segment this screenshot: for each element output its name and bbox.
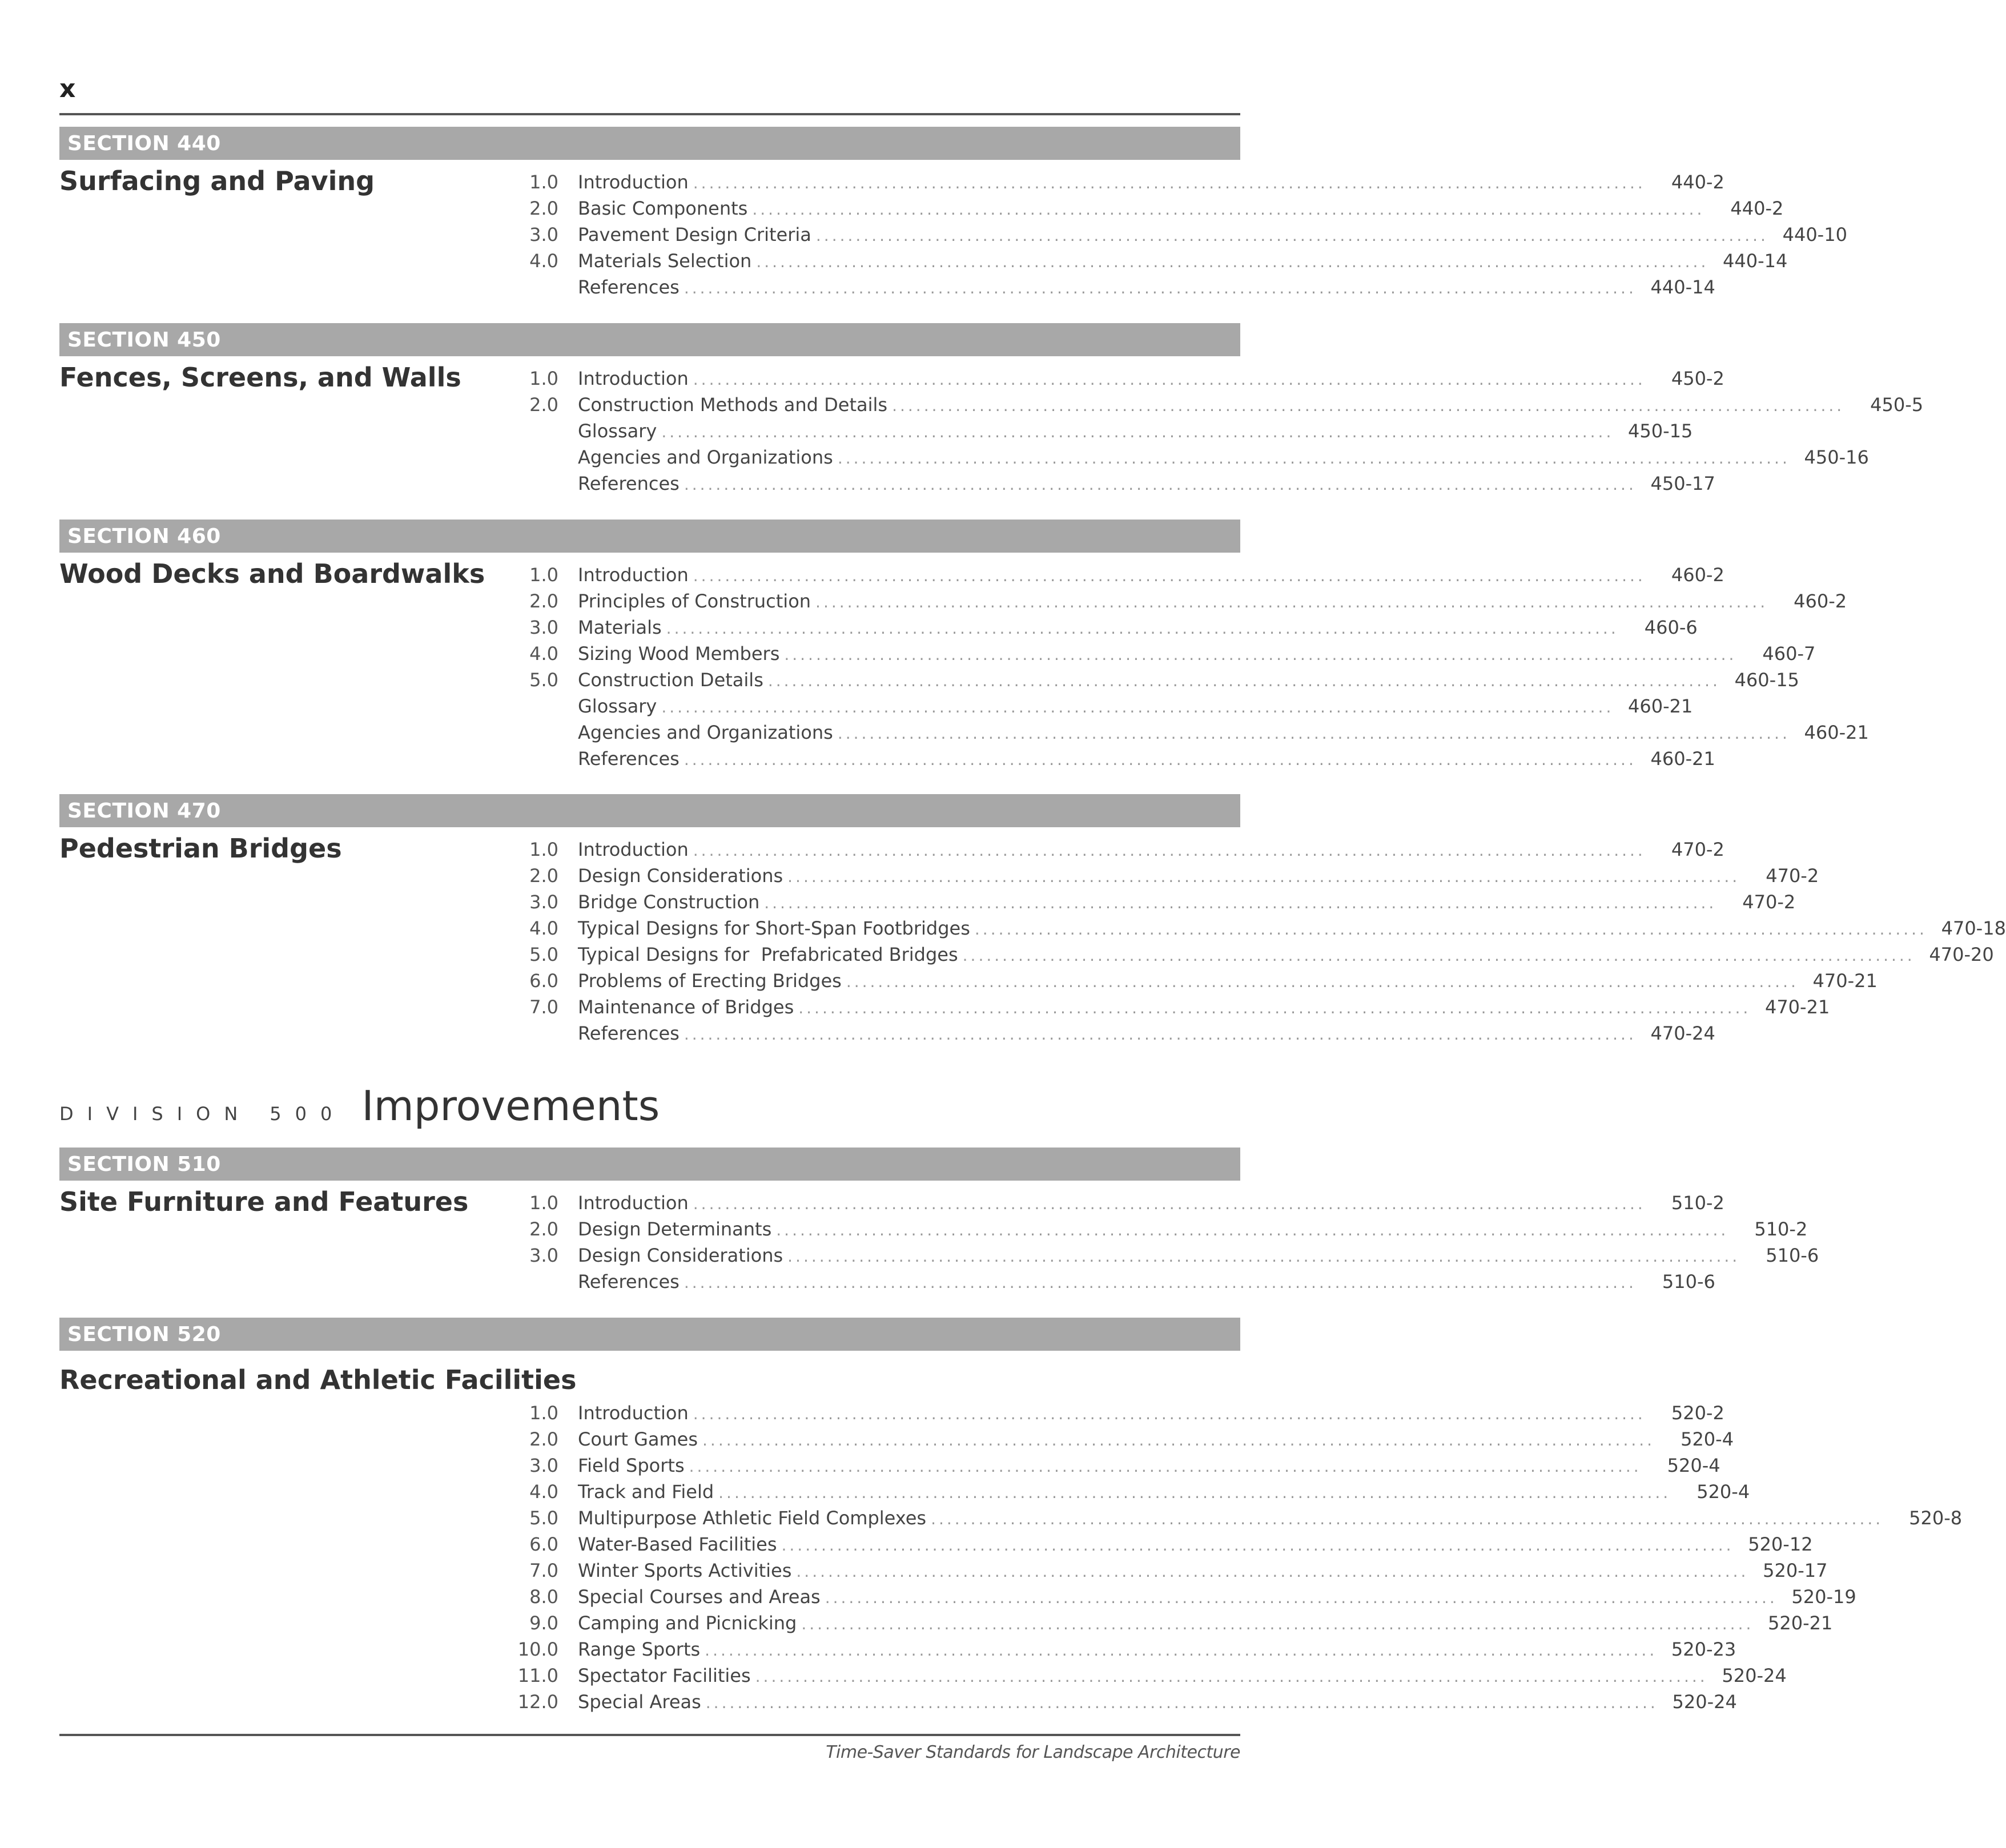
entry-label: Introduction <box>578 1192 689 1214</box>
toc-entry[interactable] <box>505 917 2006 944</box>
leader-dots: ........................................................................................................................ <box>693 370 1646 389</box>
toc-entry[interactable] <box>505 865 1819 891</box>
entry-page: 440-14 <box>1723 250 1788 272</box>
leader-dots: ........................................................................................................................ <box>764 893 1717 912</box>
toc-entry[interactable] <box>505 748 1715 774</box>
entry-label: References <box>578 276 680 298</box>
entry-page: 520-12 <box>1748 1533 1813 1555</box>
leader-dots: ........................................................................................................................ <box>705 1641 1658 1660</box>
entry-number: 12.0 <box>517 1691 558 1713</box>
toc-entry[interactable] <box>505 224 1847 250</box>
entry-number: 11.0 <box>517 1665 558 1686</box>
entry-label: Typical Designs for Prefabricated Bridges <box>578 944 958 965</box>
entry-page: 520-4 <box>1697 1481 1750 1503</box>
entry-page: 440-2 <box>1730 198 1784 219</box>
leader-dots: ........................................................................................................................ <box>702 1431 1655 1450</box>
entry-page: 470-2 <box>1766 865 1819 887</box>
entry-number: 3.0 <box>529 891 558 913</box>
entry-number: 9.0 <box>529 1612 558 1634</box>
entry-label: Design Considerations <box>578 865 783 887</box>
leader-dots: ........................................................................................................................ <box>837 724 1790 743</box>
leader-dots: ........................................................................................................................ <box>767 671 1720 690</box>
entry-label: Problems of Erecting Bridges <box>578 970 842 992</box>
entry-page: 520-2 <box>1671 1402 1724 1424</box>
section-header-bar <box>59 1318 1240 1351</box>
entry-number: 4.0 <box>529 1481 558 1503</box>
section-440 <box>59 127 1847 298</box>
section-header-bar <box>59 127 1240 160</box>
leader-dots: ........................................................................................................................ <box>962 946 1915 965</box>
toc-entry[interactable] <box>505 1271 1715 1297</box>
entry-page: 520-24 <box>1672 1691 1737 1713</box>
leader-dots: ........................................................................................................................ <box>781 1536 1734 1555</box>
entry-number: 1.0 <box>529 564 558 586</box>
toc-entry[interactable] <box>505 996 1830 1022</box>
leader-dots: ........................................................................................................................ <box>693 174 1646 192</box>
section-header-bar <box>59 323 1240 356</box>
entry-number: 5.0 <box>529 669 558 691</box>
entry-label: References <box>578 748 680 770</box>
entry-page: 450-2 <box>1671 368 1724 389</box>
entry-label: Pavement Design Criteria <box>578 224 811 245</box>
leader-dots: ........................................................................................................................ <box>801 1615 1754 1633</box>
toc-entry[interactable] <box>505 590 1847 617</box>
entry-page: 460-21 <box>1650 748 1715 770</box>
entry-label: Materials <box>578 617 662 638</box>
division-title: Improvements <box>361 1082 660 1130</box>
entry-number: 1.0 <box>529 1402 558 1424</box>
leader-dots: ........................................................................................................................ <box>787 867 1740 886</box>
bottom-rule <box>59 1734 1240 1736</box>
entry-number: 7.0 <box>529 996 558 1018</box>
entry-label: Glossary <box>578 420 657 442</box>
toc-entry[interactable] <box>505 1612 1833 1638</box>
section-label: SECTION 510 <box>67 1152 221 1176</box>
entry-label: Multipurpose Athletic Field Complexes <box>578 1507 927 1529</box>
leader-dots: ........................................................................................................................ <box>684 279 1637 297</box>
leader-dots: ........................................................................................................................ <box>693 1194 1646 1213</box>
toc-entry[interactable] <box>505 1022 1715 1049</box>
entry-label: Track and Field <box>578 1481 714 1503</box>
entry-label: Camping and Picnicking <box>578 1612 797 1634</box>
entry-label: Construction Details <box>578 669 763 691</box>
entry-number: 5.0 <box>529 944 558 965</box>
leader-dots: ........................................................................................................................ <box>796 1562 1749 1581</box>
entry-label: Special Courses and Areas <box>578 1586 821 1608</box>
entry-page: 470-2 <box>1742 891 1796 913</box>
leader-dots: ........................................................................................................................ <box>931 1509 1884 1528</box>
entry-label: Glossary <box>578 695 657 717</box>
entry-page: 520-8 <box>1909 1507 1963 1529</box>
toc-entry[interactable] <box>505 420 1693 446</box>
section-title: Surfacing and Paving <box>59 166 375 196</box>
entry-page: 470-18 <box>1941 917 2006 939</box>
leader-dots: ........................................................................................................................ <box>787 1247 1740 1266</box>
entry-label: Agencies and Organizations <box>578 446 833 468</box>
division-word: DIVISION <box>59 1103 252 1125</box>
entry-page: 460-21 <box>1628 695 1693 717</box>
entry-label: Spectator Facilities <box>578 1665 751 1686</box>
toc-entry[interactable] <box>505 722 1869 748</box>
entry-number: 4.0 <box>529 917 558 939</box>
entry-label: References <box>578 1271 680 1293</box>
section-label: SECTION 450 <box>67 328 221 352</box>
entry-number: 2.0 <box>529 198 558 219</box>
entry-page: 520-19 <box>1791 1586 1856 1608</box>
toc-entry[interactable] <box>505 1218 1808 1245</box>
entry-number: 2.0 <box>529 1218 558 1240</box>
entry-page: 510-6 <box>1766 1245 1819 1266</box>
entry-label: Materials Selection <box>578 250 752 272</box>
leader-dots: ........................................................................................................................ <box>776 1221 1729 1239</box>
leader-dots: ........................................................................................................................ <box>755 1667 1708 1686</box>
entry-number: 1.0 <box>529 368 558 389</box>
entry-page: 520-21 <box>1768 1612 1833 1634</box>
leader-dots: ........................................................................................................................ <box>693 841 1646 860</box>
toc-entry[interactable] <box>505 564 1724 590</box>
division-heading <box>59 1082 660 1130</box>
entry-page: 460-2 <box>1671 564 1724 586</box>
section-510 <box>59 1148 1819 1296</box>
leader-dots: ........................................................................................................................ <box>815 226 1768 245</box>
leader-dots: ........................................................................................................................ <box>974 920 1927 939</box>
leader-dots: ........................................................................................................................ <box>705 1693 1658 1712</box>
entry-page: 450-5 <box>1870 394 1924 416</box>
section-title: Fences, Screens, and Walls <box>59 362 461 393</box>
entry-number: 6.0 <box>529 1533 558 1555</box>
footer-text: Time-Saver Standards for Landscape Architecture <box>826 1742 1240 1762</box>
entry-number: 2.0 <box>529 1428 558 1450</box>
entry-page: 510-2 <box>1754 1218 1808 1240</box>
toc-entry[interactable] <box>505 1192 1724 1218</box>
entry-page: 440-10 <box>1782 224 1847 245</box>
toc-entry[interactable] <box>505 970 1878 996</box>
entry-page: 520-17 <box>1763 1560 1828 1581</box>
entry-label: Introduction <box>578 368 689 389</box>
entry-number: 3.0 <box>529 1245 558 1266</box>
leader-dots: ........................................................................................................................ <box>684 1025 1637 1044</box>
leader-dots: ........................................................................................................................ <box>815 593 1768 611</box>
entry-page: 460-15 <box>1734 669 1799 691</box>
toc-entry[interactable] <box>505 1586 1856 1612</box>
toc-entry[interactable] <box>505 695 1693 722</box>
toc-entry[interactable] <box>505 446 1869 473</box>
section-450 <box>59 323 1924 494</box>
toc-entry[interactable] <box>505 1402 1724 1428</box>
leader-dots: ........................................................................................................................ <box>693 1404 1646 1423</box>
entry-page: 470-2 <box>1671 839 1724 860</box>
toc-entry[interactable] <box>505 1245 1819 1271</box>
entry-label: Design Considerations <box>578 1245 783 1266</box>
leader-dots: ........................................................................................................................ <box>684 1273 1637 1292</box>
section-460 <box>59 520 1869 771</box>
entry-label: Field Sports <box>578 1455 685 1476</box>
entry-page: 520-23 <box>1671 1638 1736 1660</box>
entry-page: 460-21 <box>1804 722 1869 743</box>
toc-entry[interactable] <box>505 669 1799 695</box>
section-title: Site Furniture and Features <box>59 1186 469 1217</box>
toc-entries <box>505 564 1869 774</box>
leader-dots: ........................................................................................................................ <box>784 645 1737 664</box>
entry-label: Construction Methods and Details <box>578 394 888 416</box>
section-label: SECTION 470 <box>67 799 221 823</box>
leader-dots: ........................................................................................................................ <box>661 698 1614 716</box>
entry-page: 460-6 <box>1644 617 1698 638</box>
toc-entry[interactable] <box>505 1481 1750 1507</box>
entry-number: 10.0 <box>517 1638 558 1660</box>
entry-label: Introduction <box>578 171 689 193</box>
entry-label: Design Determinants <box>578 1218 772 1240</box>
entry-label: References <box>578 473 680 494</box>
entry-number: 2.0 <box>529 590 558 612</box>
leader-dots: ........................................................................................................................ <box>846 972 1799 991</box>
toc-entry[interactable] <box>505 1507 1963 1533</box>
entry-page: 520-4 <box>1681 1428 1734 1450</box>
toc-entry[interactable] <box>505 276 1715 303</box>
toc-entry[interactable] <box>505 891 1796 917</box>
toc-entry[interactable] <box>505 394 1924 420</box>
leader-dots: ........................................................................................................................ <box>892 396 1845 415</box>
entry-page: 460-2 <box>1794 590 1847 612</box>
entry-number: 3.0 <box>529 1455 558 1476</box>
division-number: 500 <box>270 1103 346 1125</box>
leader-dots: ........................................................................................................................ <box>661 422 1614 441</box>
toc-entry[interactable] <box>505 250 1788 276</box>
leader-dots: ........................................................................................................................ <box>666 619 1619 638</box>
entry-page: 440-2 <box>1671 171 1724 193</box>
entry-label: References <box>578 1022 680 1044</box>
entry-number: 1.0 <box>529 839 558 860</box>
toc-entry[interactable] <box>505 1560 1828 1586</box>
section-header-bar <box>59 520 1240 553</box>
entry-label: Maintenance of Bridges <box>578 996 794 1018</box>
section-label: SECTION 520 <box>67 1322 221 1346</box>
toc-entry[interactable] <box>505 1665 1787 1691</box>
toc-entries <box>505 1402 1963 1717</box>
entry-number: 7.0 <box>529 1560 558 1581</box>
toc-entries <box>505 368 1924 499</box>
leader-dots: ........................................................................................................................ <box>825 1588 1778 1607</box>
entry-page: 450-16 <box>1804 446 1869 468</box>
entry-number: 6.0 <box>529 970 558 992</box>
entry-number: 4.0 <box>529 643 558 665</box>
toc-entry[interactable] <box>505 617 1698 643</box>
section-title: Wood Decks and Boardwalks <box>59 558 485 589</box>
leader-dots: ........................................................................................................................ <box>693 566 1646 585</box>
leader-dots: ........................................................................................................................ <box>689 1457 1642 1476</box>
toc-entry[interactable] <box>505 944 1994 970</box>
toc-entry[interactable] <box>505 368 1724 394</box>
entry-number: 8.0 <box>529 1586 558 1608</box>
entry-label: Introduction <box>578 1402 689 1424</box>
section-title: Pedestrian Bridges <box>59 833 342 864</box>
toc-entry[interactable] <box>505 1428 1734 1455</box>
entry-label: Agencies and Organizations <box>578 722 833 743</box>
toc-entries <box>505 1192 1819 1297</box>
entry-label: Introduction <box>578 839 689 860</box>
page-number: x <box>59 74 76 103</box>
entry-number: 1.0 <box>529 171 558 193</box>
entry-page: 470-21 <box>1764 996 1830 1018</box>
entry-number: 2.0 <box>529 865 558 887</box>
toc-entry[interactable] <box>505 1691 1737 1717</box>
entry-page: 470-24 <box>1650 1022 1715 1044</box>
leader-dots: ........................................................................................................................ <box>684 475 1637 494</box>
leader-dots: ........................................................................................................................ <box>798 999 1751 1017</box>
section-header-bar <box>59 794 1240 827</box>
toc-entry[interactable] <box>505 198 1784 224</box>
leader-dots: ........................................................................................................................ <box>837 449 1790 468</box>
toc-entry[interactable] <box>505 643 1816 669</box>
entry-number: 3.0 <box>529 617 558 638</box>
entry-page: 470-21 <box>1812 970 1878 992</box>
entry-page: 470-20 <box>1929 944 1994 965</box>
entry-page: 510-2 <box>1671 1192 1724 1214</box>
entry-page: 520-4 <box>1667 1455 1720 1476</box>
entry-label: Basic Components <box>578 198 748 219</box>
section-label: SECTION 440 <box>67 131 221 155</box>
leader-dots: ........................................................................................................................ <box>752 200 1705 219</box>
section-header-bar <box>59 1148 1240 1181</box>
entry-label: Principles of Construction <box>578 590 811 612</box>
entry-number: 5.0 <box>529 1507 558 1529</box>
top-rule <box>59 113 1240 115</box>
toc-entry[interactable] <box>505 839 1724 865</box>
entry-page: 510-6 <box>1662 1271 1715 1293</box>
entry-label: Sizing Wood Members <box>578 643 780 665</box>
entry-label: Range Sports <box>578 1638 701 1660</box>
toc-entries <box>505 171 1847 303</box>
section-title: Recreational and Athletic Facilities <box>59 1364 577 1395</box>
toc-entry[interactable] <box>505 1533 1813 1560</box>
section-470 <box>59 794 2006 1045</box>
leader-dots: ........................................................................................................................ <box>718 1483 1671 1502</box>
entry-label: Special Areas <box>578 1691 701 1713</box>
entry-number: 4.0 <box>529 250 558 272</box>
toc-entry[interactable] <box>505 473 1715 499</box>
entry-number: 3.0 <box>529 224 558 245</box>
leader-dots: ........................................................................................................................ <box>684 750 1637 769</box>
entry-page: 440-14 <box>1650 276 1715 298</box>
toc-entry[interactable] <box>505 171 1724 198</box>
entry-page: 450-15 <box>1628 420 1693 442</box>
entry-label: Winter Sports Activities <box>578 1560 792 1581</box>
entry-label: Typical Designs for Short-Span Footbridges <box>578 917 970 939</box>
toc-entry[interactable] <box>505 1638 1736 1665</box>
section-520 <box>59 1318 1963 1717</box>
section-label: SECTION 460 <box>67 524 221 548</box>
entry-label: Court Games <box>578 1428 698 1450</box>
entry-number: 1.0 <box>529 1192 558 1214</box>
toc-entry[interactable] <box>505 1455 1720 1481</box>
entry-page: 520-24 <box>1722 1665 1787 1686</box>
entry-page: 450-17 <box>1650 473 1715 494</box>
leader-dots: ........................................................................................................................ <box>756 252 1709 271</box>
toc-entries <box>505 839 2006 1049</box>
entry-page: 460-7 <box>1762 643 1816 665</box>
entry-number: 2.0 <box>529 394 558 416</box>
entry-label: Bridge Construction <box>578 891 760 913</box>
entry-label: Introduction <box>578 564 689 586</box>
entry-label: Water-Based Facilities <box>578 1533 777 1555</box>
